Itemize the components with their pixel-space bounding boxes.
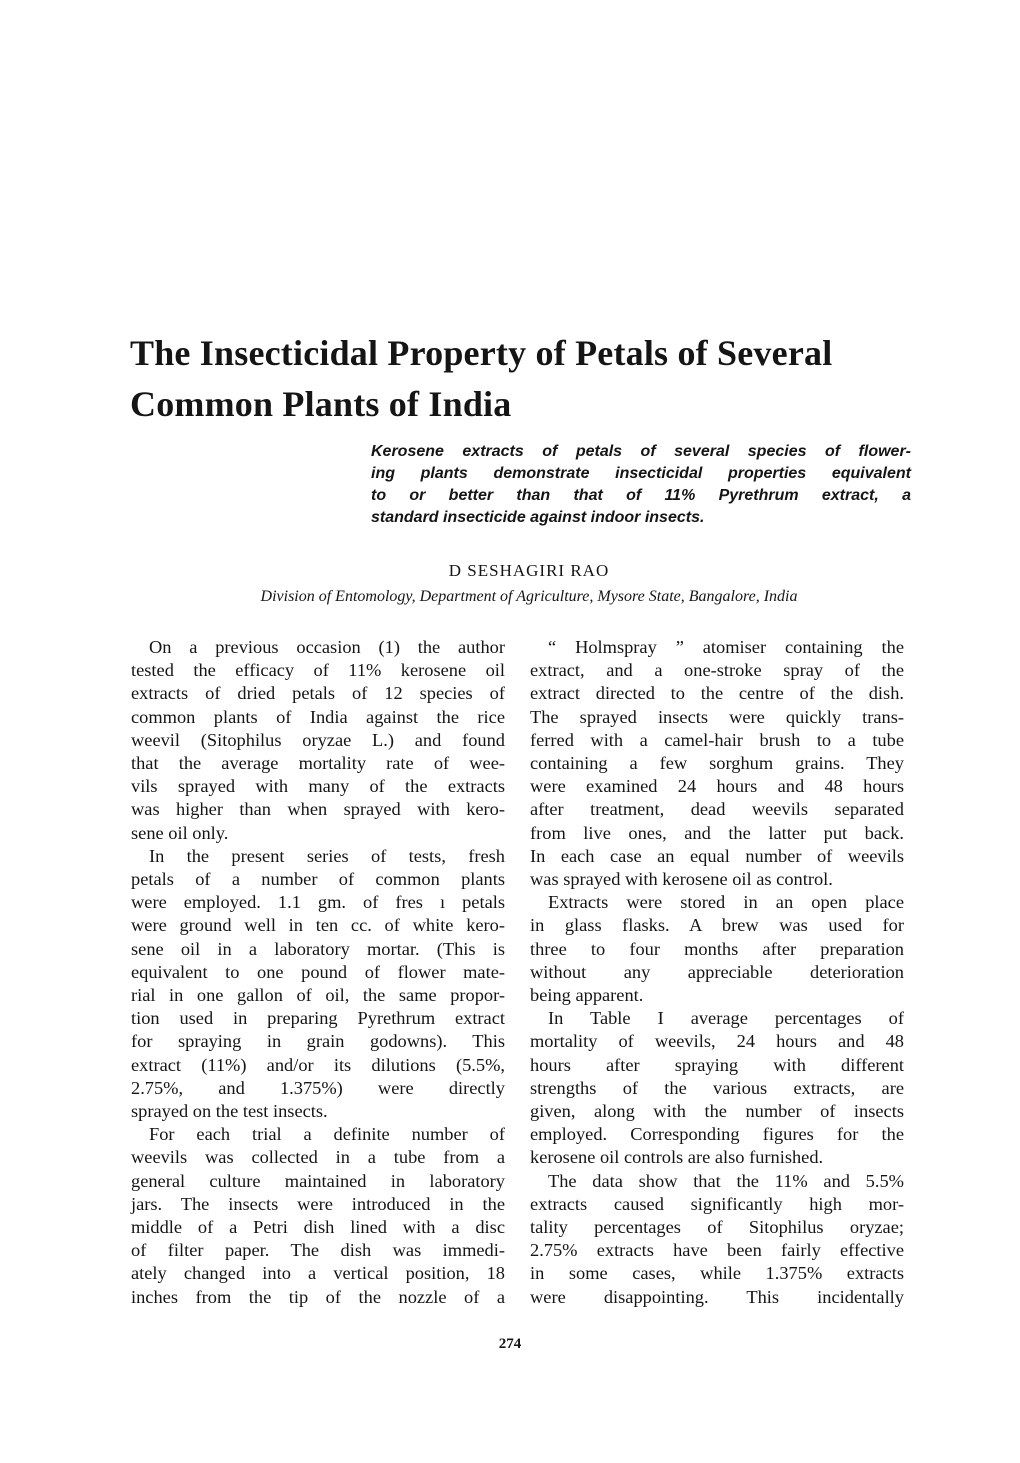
text-line: mortality of weevils, 24 hours and 48: [530, 1031, 904, 1052]
text-line: in some cases, while 1.375% extracts: [530, 1263, 904, 1284]
affiliation-text: Division of Entomology, Department of Agriculture, Mysore State, Bangalore, India: [260, 588, 798, 605]
text-line: strengths of the various extracts, are: [530, 1077, 904, 1098]
text-line: On a previous occasion (1) the author: [149, 637, 505, 657]
text-line: after treatment, dead weevils separated: [530, 799, 904, 820]
body-column-right: [530, 636, 904, 1309]
title-line: Common Plants of India: [130, 384, 512, 424]
text-line: three to four months after preparation: [530, 938, 904, 959]
text-line: sprayed on the test insects.: [131, 1101, 328, 1122]
body-column-left: [131, 636, 505, 1309]
text-line: Extracts were stored in an open place: [548, 892, 904, 913]
text-line: ately changed into a vertical position, 18: [131, 1263, 505, 1284]
text-line: sene oil in a laboratory mortar. (This is: [131, 938, 505, 959]
author-affiliation: [0, 588, 1020, 606]
body-paragraph: [530, 1170, 904, 1309]
text-line: weevils was collected in a tube from a: [131, 1147, 505, 1168]
text-line: ferred with a camel-hair brush to a tube: [530, 729, 904, 750]
text-line: weevil (Sitophilus oryzae L.) and found: [131, 729, 505, 750]
text-line: general culture maintained in laboratory: [131, 1170, 505, 1191]
text-line: that the average mortality rate of wee-: [131, 753, 505, 774]
text-line: “ Holmspray ” atomiser containing the: [548, 637, 904, 657]
text-line: The data show that the 11% and 5.5%: [548, 1170, 904, 1191]
abstract-line: to or better than that of 11% Pyrethrum extract, a: [371, 487, 911, 504]
text-line: for spraying in grain godowns). This: [131, 1031, 505, 1052]
text-line: tested the efficacy of 11% kerosene oil: [131, 660, 505, 681]
text-line: being apparent.: [530, 985, 644, 1006]
title-line: The Insecticidal Property of Petals of Several: [130, 333, 833, 373]
text-line: containing a few sorghum grains. They: [530, 753, 904, 774]
author-name: D SESHAGIRI RAO: [448, 561, 610, 580]
body-paragraph: [530, 891, 904, 1007]
text-line: of filter paper. The dish was immedi-: [131, 1240, 505, 1261]
page-number: 274: [498, 1336, 522, 1352]
text-line: sene oil only.: [131, 822, 229, 843]
text-line: middle of a Petri dish lined with a disc: [131, 1217, 505, 1238]
text-line: were ground well in ten cc. of white kero-: [131, 915, 505, 936]
text-line: 2.75%, and 1.375%) were directly: [131, 1077, 505, 1098]
text-line: In each case an equal number of weevils: [530, 845, 904, 866]
text-line: were employed. 1.1 gm. of fres ı petals: [131, 892, 505, 913]
text-line: equivalent to one pound of flower mate-: [131, 961, 505, 982]
abstract-line: Kerosene extracts of petals of several species of flower-: [371, 443, 911, 460]
text-line: tion used in preparing Pyrethrum extract: [131, 1008, 505, 1029]
text-line: vils sprayed with many of the extracts: [131, 776, 505, 797]
text-line: from live ones, and the latter put back.: [530, 822, 904, 843]
text-line: without any appreciable deterioration: [530, 961, 904, 982]
text-line: common plants of India against the rice: [131, 706, 505, 727]
text-line: extracts of dried petals of 12 species of: [131, 683, 505, 704]
article-abstract: [371, 441, 911, 529]
text-line: petals of a number of common plants: [131, 869, 505, 890]
text-line: extracts caused significantly high mor-: [530, 1193, 904, 1214]
text-line: In the present series of tests, fresh: [149, 845, 505, 866]
text-line: extract (11%) and/or its dilutions (5.5%,: [131, 1054, 505, 1075]
text-line: employed. Corresponding figures for the: [530, 1124, 904, 1145]
text-line: in glass flasks. A brew was used for: [530, 915, 904, 936]
text-line: For each trial a definite number of: [149, 1124, 505, 1145]
text-line: kerosene oil controls are also furnished.: [530, 1147, 824, 1168]
text-line: were disappointing. This incidentally: [530, 1286, 904, 1307]
body-paragraph: [131, 636, 505, 845]
body-paragraph: [530, 636, 904, 891]
text-line: was higher than when sprayed with kero-: [131, 799, 505, 820]
text-line: was sprayed with kerosene oil as control.: [530, 869, 833, 890]
body-paragraph: [530, 1007, 904, 1169]
text-line: The sprayed insects were quickly trans-: [530, 706, 904, 727]
text-line: rial in one gallon of oil, the same propor-: [131, 985, 505, 1006]
text-line: In Table I average percentages of: [548, 1008, 904, 1029]
text-line: extract directed to the centre of the dish.: [530, 683, 904, 704]
text-line: inches from the tip of the nozzle of a: [131, 1286, 505, 1307]
text-line: tality percentages of Sitophilus oryzae;: [530, 1217, 904, 1238]
text-line: jars. The insects were introduced in the: [131, 1193, 505, 1214]
text-line: extract, and a one-stroke spray of the: [530, 660, 904, 681]
author-byline: [0, 561, 1020, 581]
abstract-line: ing plants demonstrate insecticidal properties equivalent: [371, 465, 911, 482]
article-title: [130, 328, 920, 430]
text-line: 2.75% extracts have been fairly effective: [530, 1240, 904, 1261]
body-paragraph: [131, 1123, 505, 1309]
abstract-line: standard insecticide against indoor insects.: [371, 509, 705, 526]
body-paragraph: [131, 845, 505, 1123]
text-line: were examined 24 hours and 48 hours: [530, 776, 904, 797]
text-line: hours after spraying with different: [530, 1054, 904, 1075]
text-line: given, along with the number of insects: [530, 1101, 904, 1122]
